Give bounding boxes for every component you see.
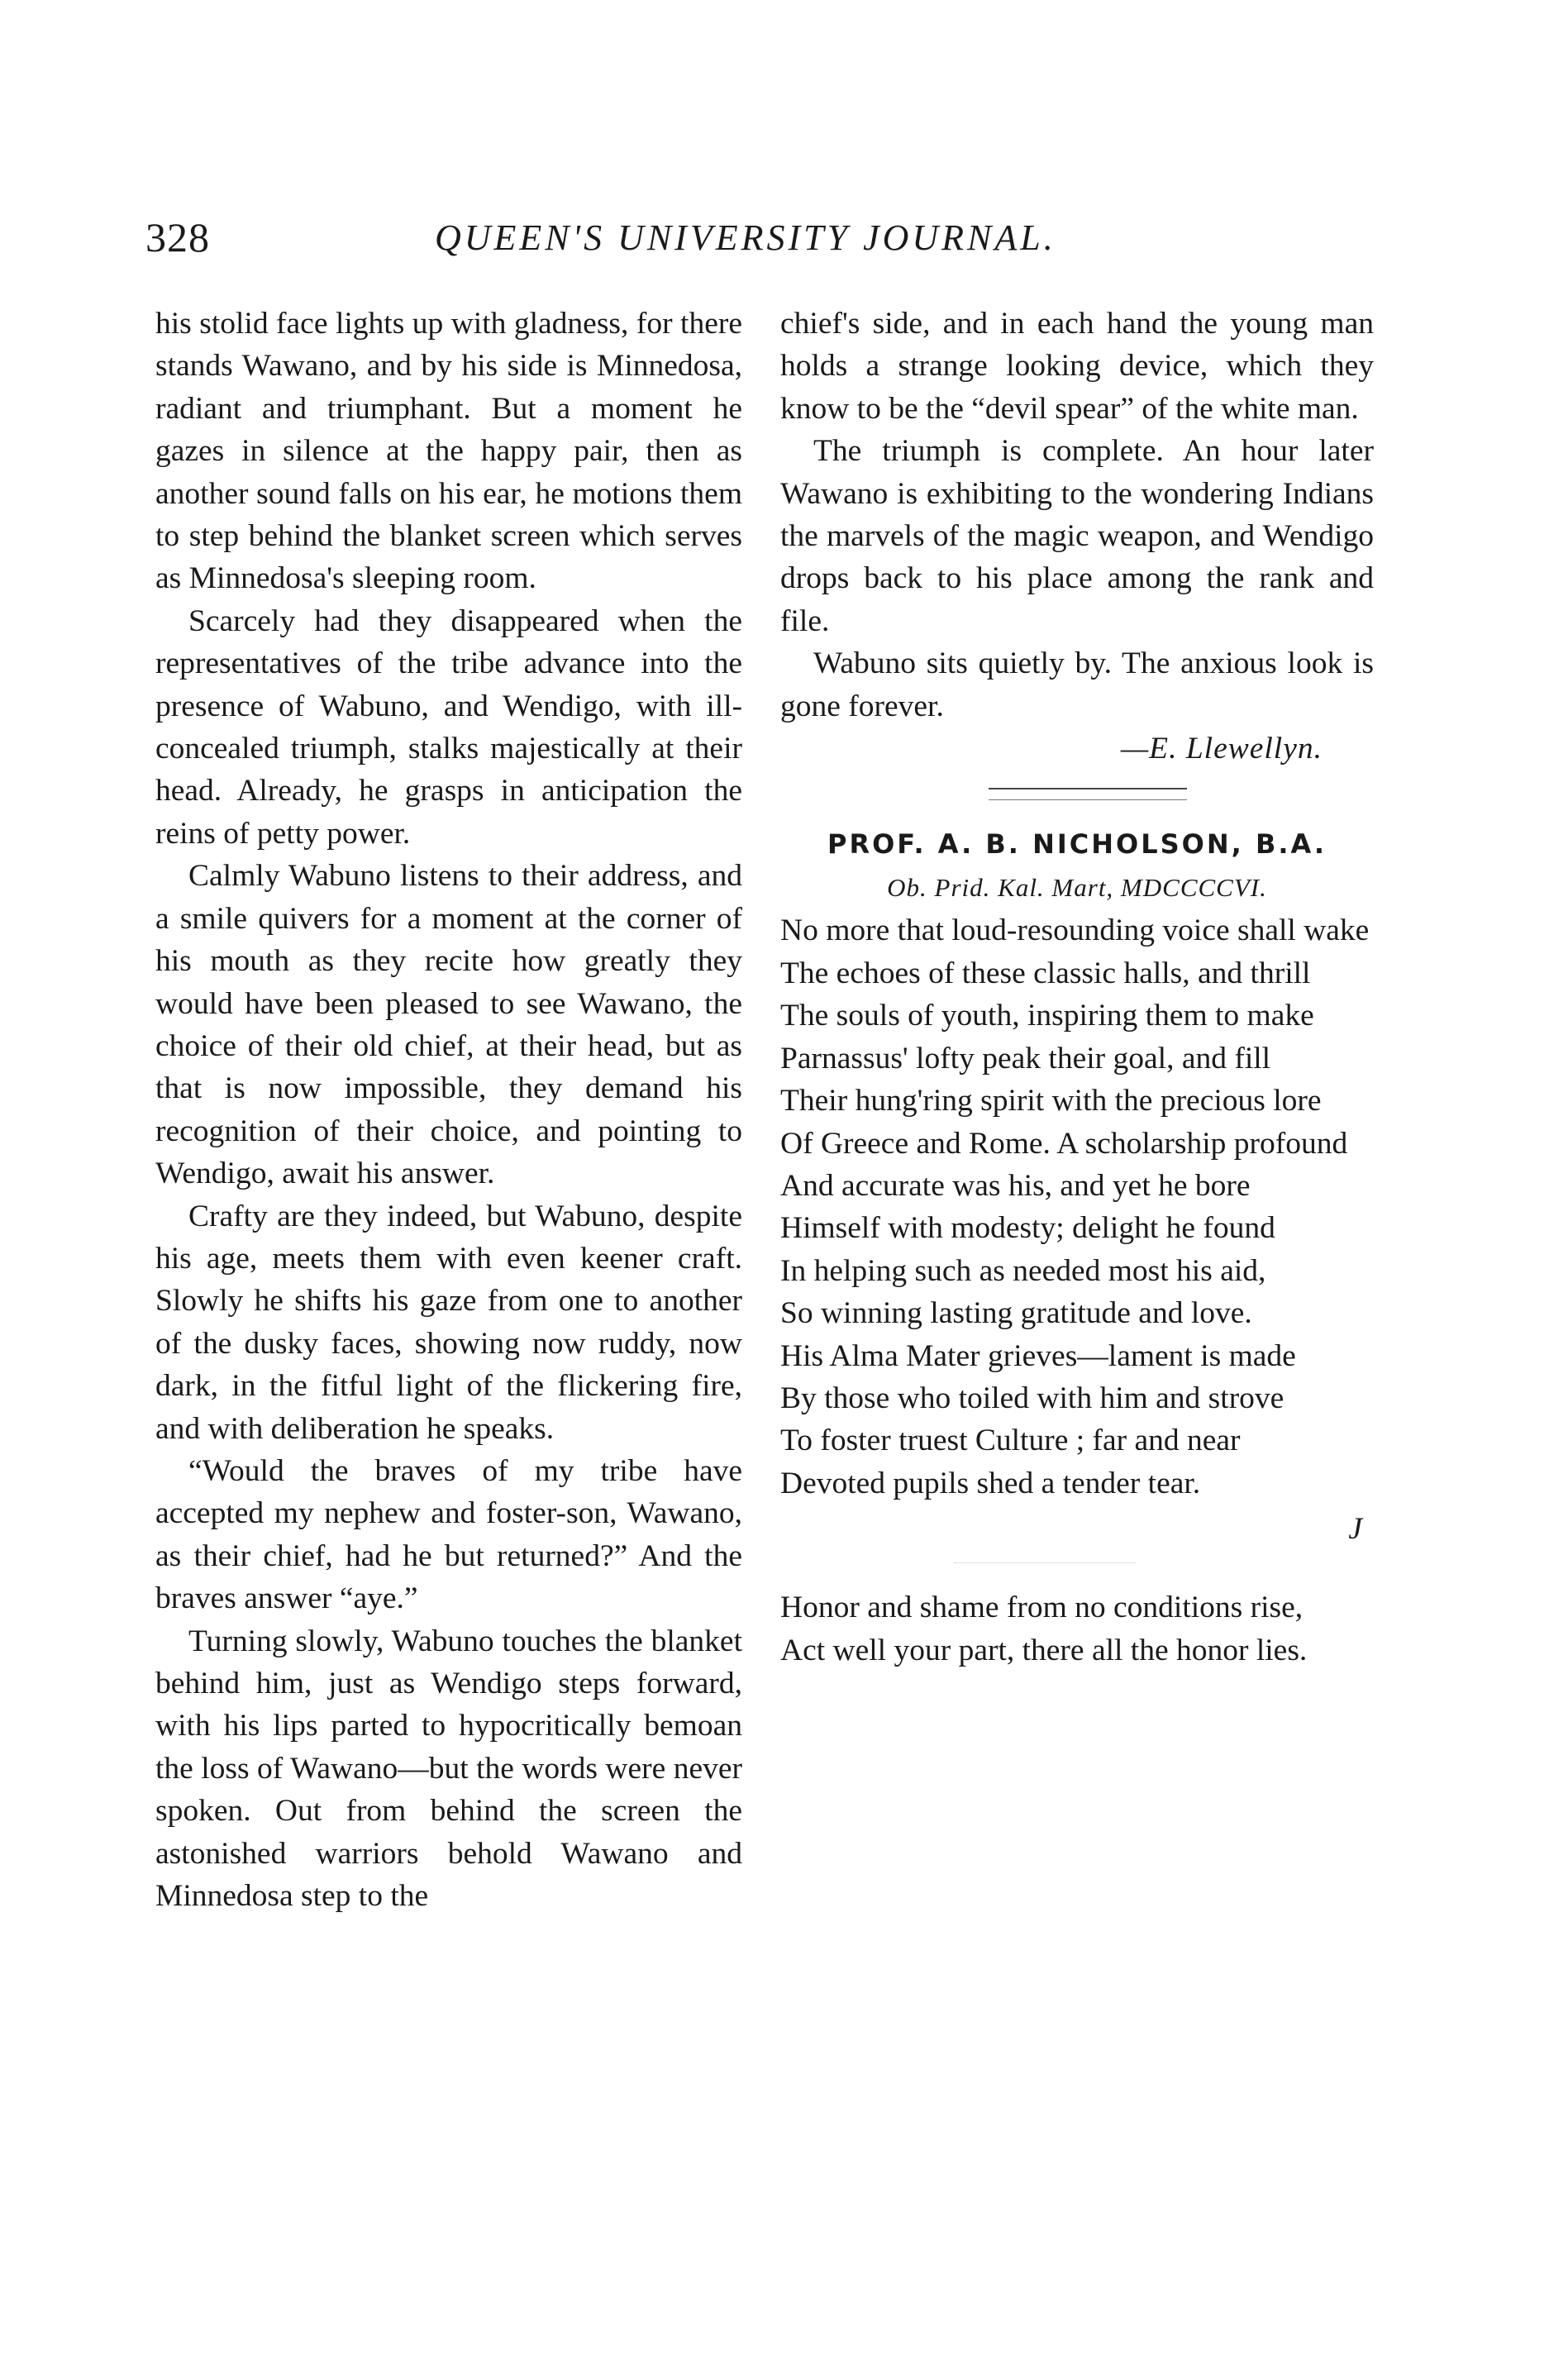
paragraph-continuation: chief's side, and in each hand the young man holds a strange looking device, which they know to be the “devil spear” of the white man. (780, 307, 1374, 426)
journal-title: QUEEN'S UNIVERSITY JOURNAL. (435, 217, 1056, 258)
poem-line: His Alma Mater grieves—lament is made (780, 1338, 1296, 1373)
paragraph: Crafty are they indeed, but Wabuno, despite his age, meets them with even keener craft. Slowly he shifts his gaze from one to another of the dusky faces, showing now ruddy, now dark, in the fitful light of the flickering fire, and with deliberation he speaks. (155, 1199, 742, 1446)
poem-body (780, 909, 1374, 1505)
poem-line: No more that loud-resounding voice shall wake (780, 913, 1370, 948)
poem-line: In helping such as needed most his aid, (780, 1253, 1266, 1288)
page-number: 328 (145, 214, 210, 260)
poem-subtitle: Ob. Prid. Kal. Mart, MDCCCCVI. (887, 873, 1267, 903)
poem-line: Parnassus' lofty peak their goal, and fill (780, 1041, 1271, 1076)
paragraph: his stolid face lights up with gladness, for there stands Wawano, and by his side is Minnedosa, radiant and triumphant. But a moment he gazes in silence at the happy pair, then as another sound falls on his ear, he motions them to step behind the blanket screen which serves as Minnedosa's sleeping room. (155, 307, 742, 596)
poem-line: Their hung'ring spirit with the precious lore (780, 1084, 1322, 1118)
poem-line: And accurate was his, and yet he bore (780, 1168, 1251, 1203)
paragraph: Turning slowly, Wabuno touches the blanket behind him, just as Wendigo steps forward, with his lips parted to hypocritically bemoan the loss of Wawano—but the words were never spoken. Out from behind the screen the astonished warriors behold Wawano and Minnedosa step to the (155, 1624, 742, 1914)
poem-line: The echoes of these classic halls, and thrill (780, 956, 1311, 990)
poem-title: PROF. A. B. NICHOLSON, B.A. (827, 828, 1327, 861)
poem-line: Devoted pupils shed a tender tear. (780, 1466, 1201, 1500)
poem-line: To foster truest Culture ; far and near (780, 1424, 1241, 1458)
paragraph: Calmly Wabuno listens to their address, and a smile quivers for a moment at the corner of his mouth as they recite how greatly they would have been pleased to see Wawano, the choice of their old chief, at their head, but as that is now impossible, they demand his recognition of their choice, and pointing to Wendigo, await his answer. (155, 859, 742, 1191)
poem-line: Of Greece and Rome. A scholarship profound (780, 1126, 1348, 1161)
poem-line: Himself with modesty; delight he found (780, 1211, 1275, 1246)
paragraph: Wabuno sits quietly by. The anxious look is gone forever. (780, 646, 1374, 723)
closing-couplet (780, 1586, 1374, 1672)
poem-author-initial: J (1348, 1512, 1362, 1547)
poem-line: The souls of youth, inspiring them to make (780, 999, 1314, 1033)
left-column (155, 303, 742, 1917)
paragraph: The triumph is complete. An hour later Wawano is exhibiting to the wondering Indians the marvels of the magic weapon, and Wendigo drops back to his place among the rank and file. (780, 434, 1374, 638)
couplet-line: Honor and shame from no conditions rise, (780, 1591, 1304, 1625)
poem-line: By those who toiled with him and strove (780, 1381, 1284, 1415)
couplet-line: Act well your part, there all the honor lies. (780, 1633, 1308, 1667)
paragraph: Scarcely had they disappeared when the representatives of the tribe advance into the presence of Wabuno, and Wendigo, with ill-concealed triumph, stalks majestically at their head. Already, he grasps in anticipation the reins of petty power. (155, 603, 742, 851)
faint-divider (954, 1562, 1136, 1563)
page-header (145, 213, 1385, 263)
paragraph: “Would the braves of my tribe have accepted my nephew and foster-son, Wawano, as their chief, had he but returned?” And the braves answer “aye.” (155, 1453, 742, 1616)
author-signature: —E. Llewellyn. (1120, 732, 1323, 766)
right-column (780, 303, 1374, 1672)
poem-line: So winning lasting gratitude and love. (780, 1296, 1252, 1331)
section-divider (989, 788, 1187, 800)
